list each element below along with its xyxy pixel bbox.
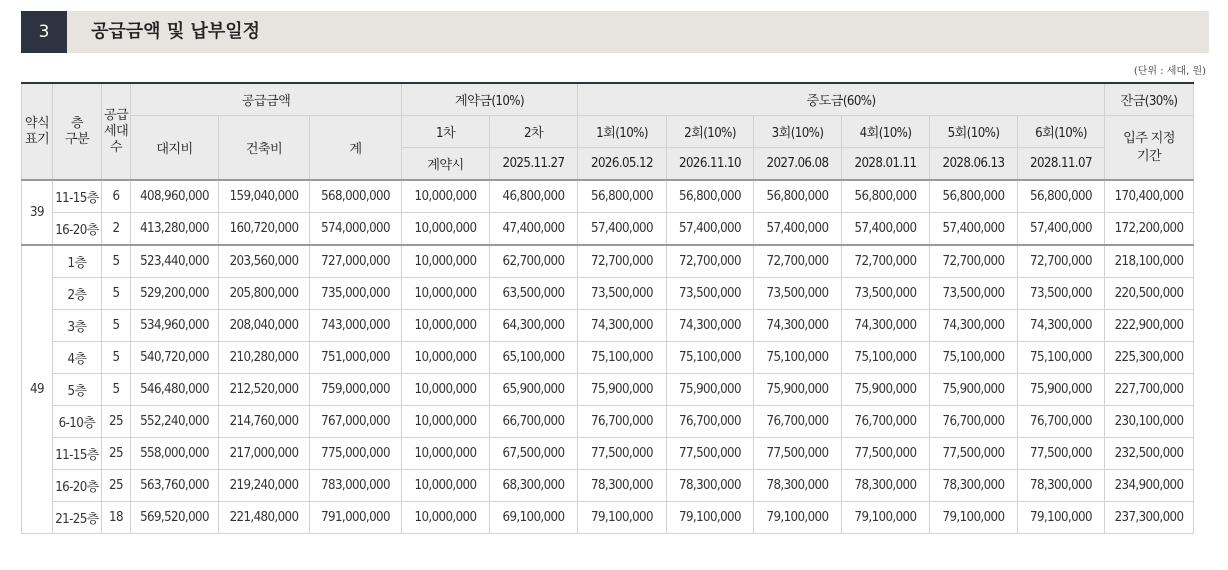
header-interim-round: 6회(10%) [1018, 116, 1105, 148]
cell-units: 6 [102, 180, 131, 213]
table-row [22, 245, 1194, 278]
cell-total: 735,000,000 [310, 278, 402, 310]
cell-balance: 222,900,000 [1105, 310, 1194, 342]
header-building: 건축비 [219, 116, 310, 181]
header-interim: 중도금(60%) [578, 83, 1105, 116]
cell-floor: 16-20층 [53, 213, 102, 246]
cell-dep2: 68,300,000 [490, 470, 578, 502]
cell-floor: 3층 [53, 310, 102, 342]
cell-building: 208,040,000 [219, 310, 310, 342]
header-interim-date: 2028.11.07 [1018, 148, 1105, 181]
cell-balance: 172,200,000 [1105, 213, 1194, 246]
cell-interim: 57,400,000 [1018, 213, 1105, 246]
cell-balance: 230,100,000 [1105, 406, 1194, 438]
header-interim-date: 2026.05.12 [578, 148, 667, 181]
cell-land: 546,480,000 [131, 374, 219, 406]
cell-building: 159,040,000 [219, 180, 310, 213]
cell-interim: 56,800,000 [1018, 180, 1105, 213]
cell-balance: 237,300,000 [1105, 502, 1194, 534]
cell-interim: 57,400,000 [842, 213, 930, 246]
cell-interim: 75,900,000 [930, 374, 1018, 406]
cell-interim: 77,500,000 [842, 438, 930, 470]
cell-interim: 72,700,000 [578, 245, 667, 278]
cell-dep1: 10,000,000 [402, 406, 490, 438]
cell-interim: 72,700,000 [842, 245, 930, 278]
header-deposit: 계약금(10%) [402, 83, 578, 116]
cell-balance: 170,400,000 [1105, 180, 1194, 213]
cell-dep2: 69,100,000 [490, 502, 578, 534]
cell-land: 413,280,000 [131, 213, 219, 246]
cell-interim: 74,300,000 [754, 310, 842, 342]
cell-land: 534,960,000 [131, 310, 219, 342]
cell-interim: 76,700,000 [667, 406, 754, 438]
cell-interim: 73,500,000 [667, 278, 754, 310]
cell-total: 751,000,000 [310, 342, 402, 374]
cell-interim: 75,100,000 [578, 342, 667, 374]
cell-units: 5 [102, 342, 131, 374]
cell-interim: 74,300,000 [578, 310, 667, 342]
cell-interim: 76,700,000 [578, 406, 667, 438]
cell-interim: 77,500,000 [1018, 438, 1105, 470]
table-row [22, 213, 1194, 246]
cell-floor: 11-15층 [53, 438, 102, 470]
cell-building: 210,280,000 [219, 342, 310, 374]
cell-floor: 1층 [53, 245, 102, 278]
cell-dep2: 62,700,000 [490, 245, 578, 278]
header-deposit-1: 1차 [402, 116, 490, 148]
header-deposit-2: 2차 [490, 116, 578, 148]
cell-building: 205,800,000 [219, 278, 310, 310]
cell-interim: 75,900,000 [578, 374, 667, 406]
unit-note: (단위 : 세대, 원) [1133, 66, 1206, 77]
cell-interim: 73,500,000 [578, 278, 667, 310]
cell-interim: 77,500,000 [930, 438, 1018, 470]
cell-dep2: 65,900,000 [490, 374, 578, 406]
cell-interim: 56,800,000 [667, 180, 754, 213]
cell-dep2: 67,500,000 [490, 438, 578, 470]
cell-interim: 78,300,000 [1018, 470, 1105, 502]
table-row [22, 406, 1194, 438]
cell-interim: 79,100,000 [842, 502, 930, 534]
cell-dep2: 65,100,000 [490, 342, 578, 374]
cell-interim: 75,100,000 [667, 342, 754, 374]
cell-dep2: 47,400,000 [490, 213, 578, 246]
header-interim-round: 3회(10%) [754, 116, 842, 148]
cell-land: 558,000,000 [131, 438, 219, 470]
cell-interim: 74,300,000 [1018, 310, 1105, 342]
cell-dep2: 46,800,000 [490, 180, 578, 213]
cell-land: 529,200,000 [131, 278, 219, 310]
cell-total: 775,000,000 [310, 438, 402, 470]
cell-interim: 56,800,000 [754, 180, 842, 213]
header-land: 대지비 [131, 116, 219, 181]
cell-interim: 57,400,000 [667, 213, 754, 246]
cell-interim: 79,100,000 [578, 502, 667, 534]
cell-building: 160,720,000 [219, 213, 310, 246]
cell-type: 39 [22, 180, 53, 245]
cell-interim: 73,500,000 [1018, 278, 1105, 310]
cell-interim: 74,300,000 [667, 310, 754, 342]
cell-building: 214,760,000 [219, 406, 310, 438]
cell-interim: 76,700,000 [1018, 406, 1105, 438]
cell-total: 759,000,000 [310, 374, 402, 406]
cell-floor: 5층 [53, 374, 102, 406]
cell-balance: 218,100,000 [1105, 245, 1194, 278]
cell-interim: 57,400,000 [754, 213, 842, 246]
cell-dep2: 63,500,000 [490, 278, 578, 310]
cell-units: 25 [102, 406, 131, 438]
cell-total: 574,000,000 [310, 213, 402, 246]
cell-interim: 73,500,000 [930, 278, 1018, 310]
cell-interim: 72,700,000 [754, 245, 842, 278]
header-balance-date: 입주 지정 기간 [1105, 116, 1194, 181]
header-deposit-1-date: 계약시 [402, 148, 490, 181]
cell-units: 25 [102, 438, 131, 470]
cell-total: 743,000,000 [310, 310, 402, 342]
cell-land: 569,520,000 [131, 502, 219, 534]
cell-units: 5 [102, 278, 131, 310]
cell-interim: 75,900,000 [667, 374, 754, 406]
cell-dep1: 10,000,000 [402, 502, 490, 534]
cell-interim: 78,300,000 [842, 470, 930, 502]
cell-building: 221,480,000 [219, 502, 310, 534]
cell-dep1: 10,000,000 [402, 310, 490, 342]
table-row [22, 310, 1194, 342]
cell-units: 5 [102, 374, 131, 406]
cell-units: 2 [102, 213, 131, 246]
cell-land: 540,720,000 [131, 342, 219, 374]
cell-floor: 2층 [53, 278, 102, 310]
cell-land: 523,440,000 [131, 245, 219, 278]
cell-interim: 75,900,000 [754, 374, 842, 406]
cell-dep1: 10,000,000 [402, 213, 490, 246]
table-row [22, 342, 1194, 374]
cell-balance: 234,900,000 [1105, 470, 1194, 502]
cell-land: 563,760,000 [131, 470, 219, 502]
cell-interim: 72,700,000 [1018, 245, 1105, 278]
cell-units: 18 [102, 502, 131, 534]
table-row [22, 438, 1194, 470]
cell-interim: 78,300,000 [578, 470, 667, 502]
cell-floor: 6-10층 [53, 406, 102, 438]
cell-total: 568,000,000 [310, 180, 402, 213]
header-deposit-2-date: 2025.11.27 [490, 148, 578, 181]
cell-interim: 78,300,000 [667, 470, 754, 502]
header-interim-date: 2028.06.13 [930, 148, 1018, 181]
cell-dep1: 10,000,000 [402, 180, 490, 213]
cell-interim: 75,900,000 [1018, 374, 1105, 406]
cell-interim: 56,800,000 [842, 180, 930, 213]
table-row [22, 502, 1194, 534]
section-number: 3 [21, 11, 67, 53]
cell-interim: 75,100,000 [842, 342, 930, 374]
cell-total: 783,000,000 [310, 470, 402, 502]
header-interim-round: 1회(10%) [578, 116, 667, 148]
cell-balance: 225,300,000 [1105, 342, 1194, 374]
header-balance: 잔금(30%) [1105, 83, 1194, 116]
cell-units: 5 [102, 245, 131, 278]
cell-interim: 72,700,000 [930, 245, 1018, 278]
header-interim-round: 5회(10%) [930, 116, 1018, 148]
table-row [22, 374, 1194, 406]
cell-interim: 56,800,000 [930, 180, 1018, 213]
cell-interim: 75,100,000 [930, 342, 1018, 374]
header-supply-amount: 공급금액 [131, 83, 402, 116]
cell-building: 212,520,000 [219, 374, 310, 406]
section-title: 공급금액 및 납부일정 [91, 21, 261, 42]
cell-units: 25 [102, 470, 131, 502]
cell-units: 5 [102, 310, 131, 342]
cell-land: 408,960,000 [131, 180, 219, 213]
cell-interim: 77,500,000 [754, 438, 842, 470]
table-body [22, 180, 1194, 534]
cell-building: 203,560,000 [219, 245, 310, 278]
cell-interim: 76,700,000 [842, 406, 930, 438]
cell-floor: 21-25층 [53, 502, 102, 534]
cell-type: 49 [22, 245, 53, 534]
cell-floor: 11-15층 [53, 180, 102, 213]
cell-total: 791,000,000 [310, 502, 402, 534]
header-interim-date: 2028.01.11 [842, 148, 930, 181]
header-units: 공급 세대 수 [102, 83, 131, 180]
cell-dep1: 10,000,000 [402, 342, 490, 374]
cell-interim: 79,100,000 [930, 502, 1018, 534]
cell-interim: 73,500,000 [754, 278, 842, 310]
cell-building: 217,000,000 [219, 438, 310, 470]
cell-interim: 77,500,000 [578, 438, 667, 470]
cell-interim: 57,400,000 [930, 213, 1018, 246]
cell-dep1: 10,000,000 [402, 438, 490, 470]
cell-floor: 4층 [53, 342, 102, 374]
cell-dep2: 66,700,000 [490, 406, 578, 438]
header-interim-date: 2026.11.10 [667, 148, 754, 181]
cell-interim: 74,300,000 [930, 310, 1018, 342]
header-type-abbr: 약식 표기 [22, 83, 53, 180]
header-interim-round: 4회(10%) [842, 116, 930, 148]
cell-interim: 78,300,000 [930, 470, 1018, 502]
cell-interim: 75,100,000 [754, 342, 842, 374]
cell-interim: 76,700,000 [930, 406, 1018, 438]
cell-total: 727,000,000 [310, 245, 402, 278]
cell-interim: 78,300,000 [754, 470, 842, 502]
cell-interim: 79,100,000 [754, 502, 842, 534]
cell-interim: 57,400,000 [578, 213, 667, 246]
cell-dep2: 64,300,000 [490, 310, 578, 342]
header-floor: 층 구분 [53, 83, 102, 180]
cell-balance: 227,700,000 [1105, 374, 1194, 406]
cell-interim: 76,700,000 [754, 406, 842, 438]
cell-interim: 73,500,000 [842, 278, 930, 310]
section-header [21, 11, 1209, 53]
cell-dep1: 10,000,000 [402, 374, 490, 406]
cell-interim: 75,900,000 [842, 374, 930, 406]
header-total: 계 [310, 116, 402, 181]
cell-interim: 75,100,000 [1018, 342, 1105, 374]
cell-balance: 232,500,000 [1105, 438, 1194, 470]
cell-total: 767,000,000 [310, 406, 402, 438]
table-row [22, 180, 1194, 213]
cell-balance: 220,500,000 [1105, 278, 1194, 310]
cell-interim: 72,700,000 [667, 245, 754, 278]
cell-dep1: 10,000,000 [402, 278, 490, 310]
cell-building: 219,240,000 [219, 470, 310, 502]
cell-floor: 16-20층 [53, 470, 102, 502]
header-interim-round: 2회(10%) [667, 116, 754, 148]
cell-dep1: 10,000,000 [402, 470, 490, 502]
cell-interim: 74,300,000 [842, 310, 930, 342]
cell-interim: 79,100,000 [1018, 502, 1105, 534]
cell-interim: 77,500,000 [667, 438, 754, 470]
cell-dep1: 10,000,000 [402, 245, 490, 278]
cell-interim: 56,800,000 [578, 180, 667, 213]
table-row [22, 278, 1194, 310]
header-interim-date: 2027.06.08 [754, 148, 842, 181]
table-row [22, 470, 1194, 502]
cell-interim: 79,100,000 [667, 502, 754, 534]
supply-price-table [21, 82, 1194, 534]
cell-land: 552,240,000 [131, 406, 219, 438]
